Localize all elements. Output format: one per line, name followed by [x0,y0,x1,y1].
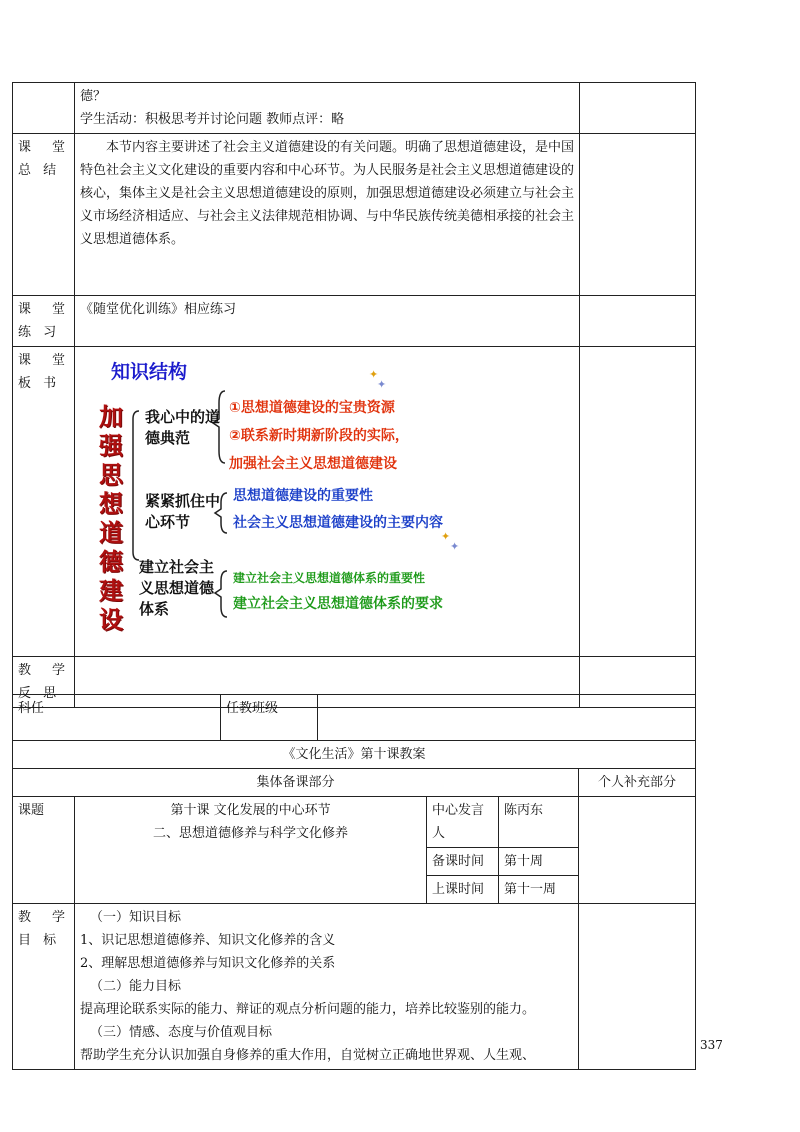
board-label: 课 堂 板 书 [13,347,75,657]
goal-line-3: 2、理解思想道德修养与知识文化修养的关系 [80,956,336,971]
topic-row-1 [13,797,696,848]
header-row [13,695,696,741]
knowledge-structure-diagram [75,347,579,647]
personal-label: 个人补充部分 [579,769,696,797]
summary-row [13,134,696,296]
group1-item-2: ②联系新时期新阶段的实际， [229,428,409,444]
topic-line-2: 二、思想道德修养与科学文化修养 [153,826,349,841]
class-time-value: 第十一周 [499,876,579,904]
goal-line-1: （一）知识目标 [90,910,182,925]
class-label: 任教班级 [221,695,318,741]
group3-item-2: 建立社会主义思想道德体系的要求 [233,596,443,612]
practice-label: 课 堂 练 习 [13,296,75,347]
goal-line-4: （二）能力目标 [90,979,182,994]
speaker-value: 陈丙东 [499,797,579,848]
lesson-table-bottom [12,694,696,1070]
sparkle-icon: ✦ [441,530,451,543]
vertical-title: 加强思想道德建设 [99,403,123,634]
group1-item-3: 加强社会主义思想道德建设 [229,456,397,472]
goal-line-5: 提高理论联系实际的能力、辩证的观点分析问题的能力，培养比较鉴别的能力。 [80,1002,536,1017]
goal-line-7: 帮助学生充分认识加强自身修养的重大作用，自觉树立正确地世界观、人生观、 [80,1048,536,1063]
group3-item-1: 建立社会主义思想道德体系的重要性 [233,571,426,585]
reflection-label: 教 学 反 思 [13,657,75,708]
goal-line-2: 1、识记思想道德修养、知识文化修养的含义 [80,933,336,948]
sparkle-icon: ✦ [369,368,379,381]
group2-item-1: 思想道德建设的重要性 [233,488,373,504]
prep-label: 备课时间 [427,848,499,876]
group-heading-2: 紧紧抓住中心环节 [145,492,221,531]
goals-label: 教 学 目 标 [13,904,75,1070]
group-heading-1: 我心中的道德典范 [145,408,221,447]
plan-title-row [13,741,696,769]
board-title: 知识结构 [111,361,188,383]
summary-label: 课 堂 总 结 [13,134,75,296]
goal-line-6: （三）情感、态度与价值观目标 [90,1025,273,1040]
class-time-label: 上课时间 [427,876,499,904]
continuation-row [13,83,696,134]
practice-row [13,296,696,347]
sparkle-icon: ✦ [450,540,460,553]
summary-text: 本节内容主要讲述了社会主义道德建设的有关问题。明确了思想道德建设，是中国特色社会主义文化建设的重要内容和中心环节。为人民服务是社会主义思想道德建设的核心，集体主义是社会主义思想道德建设的原则，加强思想道德建设必须建立与社会主义市场经济相适应、与社会主义法律规范相协调、与中华民族传统美德相承接的社会主义思想道德体系。 [75,134,580,296]
continuation-line-1: 德？ [80,89,107,104]
subject-label: 科任 [13,695,221,741]
section-row [13,769,696,797]
group2-item-2: 社会主义思想道德建设的主要内容 [233,515,443,531]
page-number: 337 [700,1038,723,1052]
brace-left-icon [133,411,139,560]
board-row [13,347,696,657]
speaker-label: 中心发言人 [427,797,499,848]
group1-item-1: ①思想道德建设的宝贵资源 [229,400,395,416]
collective-label: 集体备课部分 [13,769,579,797]
group-heading-3: 建立社会主义思想道德体系 [139,558,215,618]
continuation-line-2: 学生活动：积极思考并讨论问题 教师点评：略 [80,112,345,127]
topic-line-1: 第十课 文化发展的中心环节 [170,803,331,818]
lesson-table-top [12,82,696,708]
topic-label: 课题 [13,797,75,904]
plan-title: 《文化生活》第十课教案 [13,741,696,769]
prep-value: 第十周 [499,848,579,876]
practice-text: 《随堂优化训练》相应练习 [75,296,580,347]
goals-row [13,904,696,1070]
sparkle-icon: ✦ [377,378,387,391]
